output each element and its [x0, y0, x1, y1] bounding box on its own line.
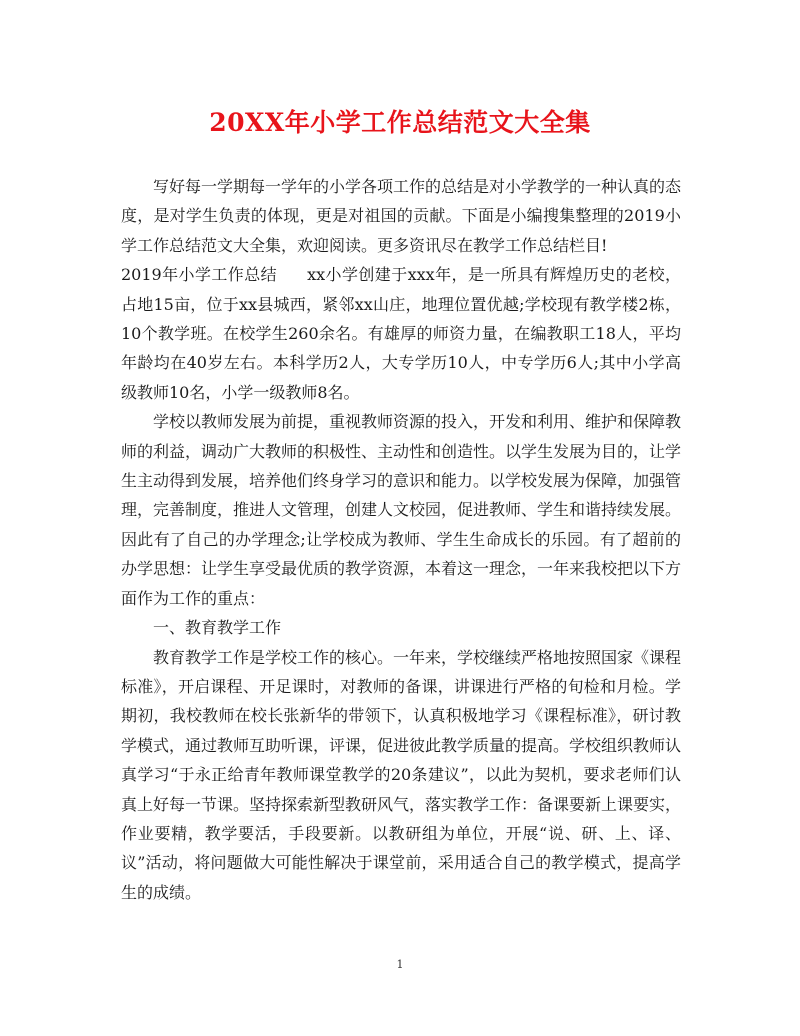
page-number: 1	[396, 958, 404, 971]
school-intro-paragraph	[121, 260, 681, 407]
document-body	[121, 172, 681, 907]
teaching-paragraph: 教育教学工作是学校工作的核心。一年来，学校继续严格地按照国家《课程标准》，开启课程、开足课时，对教师的备课，讲课进行严格的旬检和月检。学期初，我校教师在校长张新华的带领下，认真积极地学习《课程标准》，研讨教学模式，通过教师互助听课，评课，促进彼此教学质量的提高。学校组织教师认真学习“于永正给青年教师课堂教学的20条建议”，以此为契机，要求老师们认真上好每一节课。坚持探索新型教研风气，落实教学工作：备课要新上课要实，作业要精，教学要活，手段要新。以教研组为单位，开展“说、研、上、译、议”活动，将问题做大可能性解决于课堂前，采用适合自己的教学模式，提高学生的成绩。	[121, 647, 682, 902]
section-label: 2019年小学工作总结	[121, 265, 278, 285]
document-title: 20XX年小学工作总结范文大全集	[209, 108, 591, 137]
school-intro-text: xx小学创建于xxx年，是一所具有辉煌历史的老校，占地15亩，位于xx县城西，紧邻xx山庄，地理位置优越;学校现有教学楼2栋，10个教学班。在校学生260余名。有雄厚的师资力量，在编教职工18人，平均年龄均在40岁左右。本科学历2人，大专学历10人，中专学历6人;其中小学高级教师10名，小学一级教师8名。	[121, 265, 681, 402]
section-heading: 一、教育教学工作	[153, 618, 282, 638]
intro-paragraph: 写好每一学期每一学年的小学各项工作的总结是对小学教学的一种认真的态度，是对学生负责的体现，更是对祖国的贡献。下面是小编搜集整理的2019小学工作总结范文大全集，欢迎阅读。更多资讯尽在教学工作总结栏目!	[121, 177, 682, 255]
development-paragraph: 学校以教师发展为前提，重视教师资源的投入，开发和利用、维护和保障教师的利益，调动广大教师的积极性、主动性和创造性。以学生发展为目的，让学生主动得到发展，培养他们终身学习的意识和能力。以学校发展为保障，加强管理，完善制度，推进人文管理，创建人文校园，促进教师、学生和谐持续发展。因此有了自己的办学理念;让学校成为教师、学生生命成长的乐园。有了超前的办学思想：让学生享受最优质的教学资源，本着这一理念，一年来我校把以下方面作为工作的重点：	[121, 412, 682, 608]
